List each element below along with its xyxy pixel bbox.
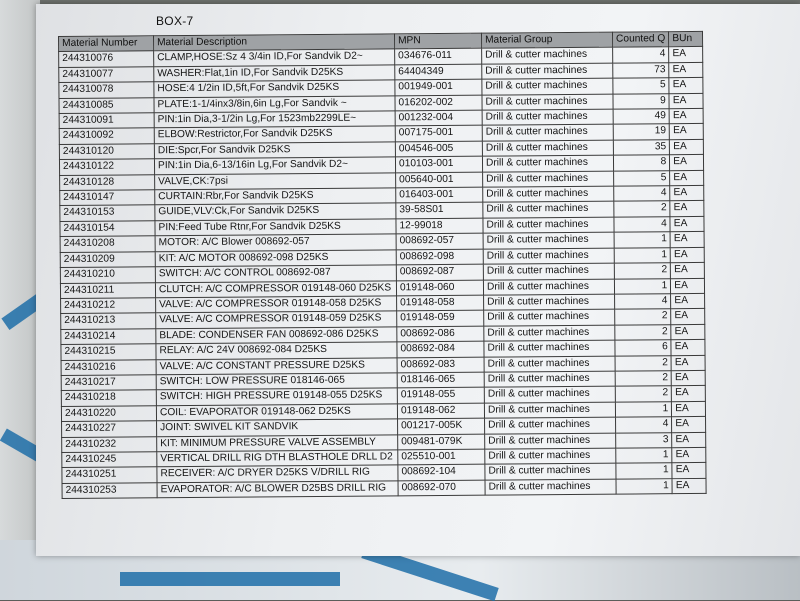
cell-mpn: 019148-059 — [397, 310, 484, 326]
cell-base-unit: EA — [670, 247, 704, 263]
cell-material-group: Drill & cutter machines — [483, 279, 614, 295]
cell-mpn: 005640-001 — [396, 172, 483, 188]
cell-base-unit: EA — [671, 340, 705, 356]
cell-material-group: Drill & cutter machines — [485, 448, 616, 464]
cell-mpn: 034676-011 — [395, 49, 482, 65]
background-stripe — [120, 572, 340, 586]
cell-material-group: Drill & cutter machines — [484, 356, 615, 372]
cell-material-description: ELBOW:Restrictor,For Sandvik D25KS — [154, 126, 395, 143]
cell-base-unit: EA — [672, 432, 706, 448]
cell-material-number: 244310092 — [59, 128, 154, 144]
cell-mpn: 008692-104 — [398, 465, 485, 481]
cell-counted-qty: 49 — [613, 109, 669, 125]
cell-mpn: 39-58S01 — [396, 203, 483, 219]
cell-mpn: 008692-086 — [397, 326, 484, 342]
cell-material-description: VERTICAL DRILL RIG DTH BLASTHOLE DRLL D2 — [157, 450, 398, 467]
cell-base-unit: EA — [669, 108, 703, 124]
cell-mpn: 019148-060 — [396, 280, 483, 296]
cell-base-unit: EA — [672, 478, 706, 494]
cell-material-description: CLAMP,HOSE:Sz 4 3/4in ID,For Sandvik D2~ — [154, 49, 395, 66]
cell-material-description: HOSE:4 1/2in ID,5ft,For Sandvik D25KS — [154, 80, 395, 97]
cell-material-number: 244310091 — [59, 113, 154, 129]
cell-material-number: 244310217 — [61, 375, 156, 391]
cell-base-unit: EA — [671, 324, 705, 340]
cell-mpn: 001232-004 — [395, 110, 482, 126]
cell-material-group: Drill & cutter machines — [482, 63, 613, 79]
cell-base-unit: EA — [671, 278, 705, 294]
cell-base-unit: EA — [671, 355, 705, 371]
cell-material-description: CURTAIN:Rbr,For Sandvik D25KS — [155, 188, 396, 205]
cell-material-group: Drill & cutter machines — [484, 371, 615, 387]
cell-material-number: 244310154 — [60, 221, 155, 237]
cell-mpn: 010103-001 — [395, 156, 482, 172]
cell-base-unit: EA — [670, 201, 704, 217]
cell-mpn: 004546-005 — [395, 141, 482, 157]
cell-mpn: 64404349 — [395, 64, 482, 80]
cell-material-number: 244310232 — [62, 436, 157, 452]
cell-counted-qty: 8 — [613, 155, 669, 171]
cell-material-group: Drill & cutter machines — [485, 417, 616, 433]
cell-mpn: 008692-057 — [396, 233, 483, 249]
cell-material-group: Drill & cutter machines — [483, 217, 614, 233]
cell-material-description: KIT: A/C MOTOR 008692-098 D25KS — [155, 250, 396, 267]
cell-material-group: Drill & cutter machines — [482, 78, 613, 94]
cell-mpn: 008692-087 — [396, 264, 483, 280]
cell-counted-qty: 1 — [616, 478, 672, 494]
cell-material-description: VALVE: A/C COMPRESSOR 019148-058 D25KS — [156, 296, 397, 313]
cell-mpn: 019148-055 — [397, 388, 484, 404]
cell-base-unit: EA — [670, 185, 704, 201]
cell-material-number: 244310120 — [59, 144, 154, 160]
cell-material-description: MOTOR: A/C Blower 008692-057 — [155, 234, 396, 251]
cell-base-unit: EA — [672, 417, 706, 433]
cell-mpn: 008692-084 — [397, 341, 484, 357]
cell-counted-qty: 73 — [613, 63, 669, 79]
cell-mpn: 016202-002 — [395, 95, 482, 111]
cell-material-description: SWITCH: HIGH PRESSURE 019148-055 D25KS — [156, 388, 397, 405]
cell-counted-qty: 2 — [615, 309, 671, 325]
cell-mpn: 008692-083 — [397, 357, 484, 373]
cell-material-description: EVAPORATOR: A/C BLOWER D25BS DRILL RIG — [157, 481, 398, 498]
cell-base-unit: EA — [669, 124, 703, 140]
cell-base-unit: EA — [671, 293, 705, 309]
cell-base-unit: EA — [670, 170, 704, 186]
cell-material-description: KIT: MINIMUM PRESSURE VALVE ASSEMBLY — [157, 434, 398, 451]
cell-material-number: 244310078 — [59, 82, 154, 98]
cell-counted-qty: 1 — [616, 448, 672, 464]
cell-material-number: 244310245 — [62, 452, 157, 468]
cell-material-group: Drill & cutter machines — [482, 109, 613, 125]
cell-counted-qty: 4 — [615, 294, 671, 310]
cell-counted-qty: 2 — [615, 386, 671, 402]
cell-counted-qty: 4 — [614, 217, 670, 233]
cell-base-unit: EA — [672, 401, 706, 417]
cell-counted-qty: 6 — [615, 340, 671, 356]
box-label: BOX-7 — [156, 14, 194, 28]
inventory-table — [58, 31, 707, 499]
cell-material-group: Drill & cutter machines — [484, 402, 615, 418]
cell-material-description: GUIDE,VLV:Ck,For Sandvik D25KS — [155, 203, 396, 220]
col-counted-qty: Counted Q — [612, 32, 668, 48]
cell-material-description: SWITCH: LOW PRESSURE 018146-065 — [156, 373, 397, 390]
cell-material-group: Drill & cutter machines — [485, 433, 616, 449]
cell-mpn: 001217-005K — [398, 418, 485, 434]
cell-material-number: 244310209 — [60, 251, 155, 267]
cell-base-unit: EA — [672, 463, 706, 479]
background-left-edge — [0, 0, 40, 560]
cell-material-description: RECEIVER: A/C DRYER D25KS V/DRILL RIG — [157, 465, 398, 482]
cell-counted-qty: 2 — [614, 201, 670, 217]
cell-material-number: 244310147 — [60, 190, 155, 206]
cell-material-number: 244310153 — [60, 205, 155, 221]
cell-material-group: Drill & cutter machines — [485, 464, 616, 480]
cell-material-group: Drill & cutter machines — [484, 294, 615, 310]
cell-material-description: PIN:1in Dia,6-13/16in Lg,For Sandvik D2~ — [154, 157, 395, 174]
cell-material-number: 244310220 — [61, 405, 156, 421]
cell-material-group: Drill & cutter machines — [485, 479, 616, 495]
cell-mpn: 001949-001 — [395, 79, 482, 95]
cell-material-number: 244310215 — [61, 344, 156, 360]
cell-material-description: CLUTCH: A/C COMPRESSOR 019148-060 D25KS — [155, 280, 396, 297]
cell-material-description: WASHER:Flat,1in ID,For Sandvik D25KS — [154, 65, 395, 82]
cell-material-number: 244310077 — [59, 67, 154, 83]
cell-mpn: 018146-065 — [397, 372, 484, 388]
cell-material-description: VALVE: A/C CONSTANT PRESSURE D25KS — [156, 357, 397, 374]
cell-material-description: COIL: EVAPORATOR 019148-062 D25KS — [156, 404, 397, 421]
cell-counted-qty: 19 — [613, 124, 669, 140]
cell-mpn: 007175-001 — [395, 126, 482, 142]
cell-base-unit: EA — [670, 232, 704, 248]
cell-material-description: PIN:Feed Tube Rtnr,For Sandvik D25KS — [155, 219, 396, 236]
cell-base-unit: EA — [670, 155, 704, 171]
cell-counted-qty: 2 — [615, 324, 671, 340]
cell-material-number: 244310227 — [62, 421, 157, 437]
cell-material-number: 244310212 — [61, 298, 156, 314]
cell-counted-qty: 5 — [614, 170, 670, 186]
table-body — [59, 47, 707, 499]
cell-counted-qty: 4 — [613, 47, 669, 63]
cell-material-group: Drill & cutter machines — [484, 340, 615, 356]
cell-mpn: 016403-001 — [396, 187, 483, 203]
cell-base-unit: EA — [672, 447, 706, 463]
cell-mpn: 019148-058 — [397, 295, 484, 311]
cell-mpn: 025510-001 — [398, 449, 485, 465]
cell-base-unit: EA — [669, 93, 703, 109]
cell-base-unit: EA — [670, 216, 704, 232]
cell-base-unit: EA — [671, 309, 705, 325]
cell-material-group: Drill & cutter machines — [482, 94, 613, 110]
cell-base-unit: EA — [671, 263, 705, 279]
cell-mpn: 008692-070 — [398, 480, 485, 496]
cell-material-number: 244310210 — [60, 267, 155, 283]
cell-material-description: VALVE,CK:7psi — [155, 173, 396, 190]
cell-counted-qty: 35 — [613, 140, 669, 156]
cell-material-number: 244310211 — [60, 282, 155, 298]
cell-material-description: VALVE: A/C COMPRESSOR 019148-059 D25KS — [156, 311, 397, 328]
cell-material-number: 244310216 — [61, 359, 156, 375]
cell-material-group: Drill & cutter machines — [484, 309, 615, 325]
cell-material-description: BLADE: CONDENSER FAN 008692-086 D25KS — [156, 327, 397, 344]
cell-counted-qty: 2 — [615, 371, 671, 387]
cell-counted-qty: 5 — [613, 78, 669, 94]
cell-material-group: Drill & cutter machines — [483, 186, 614, 202]
cell-counted-qty: 3 — [616, 432, 672, 448]
cell-counted-qty: 9 — [613, 93, 669, 109]
cell-mpn: 008692-098 — [396, 249, 483, 265]
cell-base-unit: EA — [669, 62, 703, 78]
cell-counted-qty: 1 — [614, 278, 670, 294]
cell-base-unit: EA — [669, 78, 703, 94]
cell-material-number: 244310214 — [61, 328, 156, 344]
cell-material-number: 244310218 — [61, 390, 156, 406]
cell-material-description: PIN:1in Dia,3-1/2in Lg,For 1523mb2299LE~ — [154, 111, 395, 128]
cell-base-unit: EA — [670, 139, 704, 155]
cell-material-group: Drill & cutter machines — [483, 202, 614, 218]
cell-base-unit: EA — [672, 386, 706, 402]
cell-counted-qty: 1 — [614, 247, 670, 263]
cell-material-number: 244310213 — [61, 313, 156, 329]
cell-material-number: 244310208 — [60, 236, 155, 252]
col-material-description: Material Description — [154, 34, 395, 51]
cell-material-group: Drill & cutter machines — [482, 140, 613, 156]
cell-material-group: Drill & cutter machines — [483, 232, 614, 248]
cell-material-group: Drill & cutter machines — [484, 325, 615, 341]
cell-material-number: 244310085 — [59, 97, 154, 113]
cell-material-group: Drill & cutter machines — [483, 248, 614, 264]
cell-material-description: PLATE:1-1/4inx3/8in,6in Lg,For Sandvik ~ — [154, 95, 395, 112]
cell-material-description: RELAY: A/C 24V 008692-084 D25KS — [156, 342, 397, 359]
cell-mpn: 019148-062 — [397, 403, 484, 419]
cell-material-number: 244310128 — [60, 174, 155, 190]
paper-sheet — [36, 4, 800, 556]
cell-material-number: 244310076 — [59, 51, 154, 67]
cell-material-group: Drill & cutter machines — [482, 155, 613, 171]
cell-counted-qty: 4 — [616, 417, 672, 433]
col-material-group: Material Group — [481, 32, 612, 48]
cell-material-number: 244310251 — [62, 467, 157, 483]
cell-material-group: Drill & cutter machines — [484, 386, 615, 402]
cell-material-group: Drill & cutter machines — [482, 48, 613, 64]
cell-mpn: 009481-079K — [398, 434, 485, 450]
cell-counted-qty: 1 — [615, 401, 671, 417]
cell-material-group: Drill & cutter machines — [483, 171, 614, 187]
cell-material-number: 244310122 — [59, 159, 154, 175]
col-material-number: Material Number — [59, 36, 154, 52]
cell-counted-qty: 1 — [616, 463, 672, 479]
col-base-unit: BUn — [669, 31, 703, 47]
cell-counted-qty: 1 — [614, 232, 670, 248]
cell-counted-qty: 4 — [614, 186, 670, 202]
cell-material-number: 244310253 — [62, 483, 157, 499]
col-mpn: MPN — [394, 33, 481, 49]
cell-mpn: 12-99018 — [396, 218, 483, 234]
cell-material-group: Drill & cutter machines — [483, 263, 614, 279]
cell-material-description: SWITCH: A/C CONTROL 008692-087 — [155, 265, 396, 282]
cell-counted-qty: 2 — [615, 355, 671, 371]
cell-material-description: JOINT: SWIVEL KIT SANDVIK — [157, 419, 398, 436]
cell-material-group: Drill & cutter machines — [482, 125, 613, 141]
cell-base-unit: EA — [669, 47, 703, 63]
cell-material-description: DIE:Spcr,For Sandvik D25KS — [154, 142, 395, 159]
cell-counted-qty: 2 — [614, 263, 670, 279]
cell-base-unit: EA — [671, 370, 705, 386]
